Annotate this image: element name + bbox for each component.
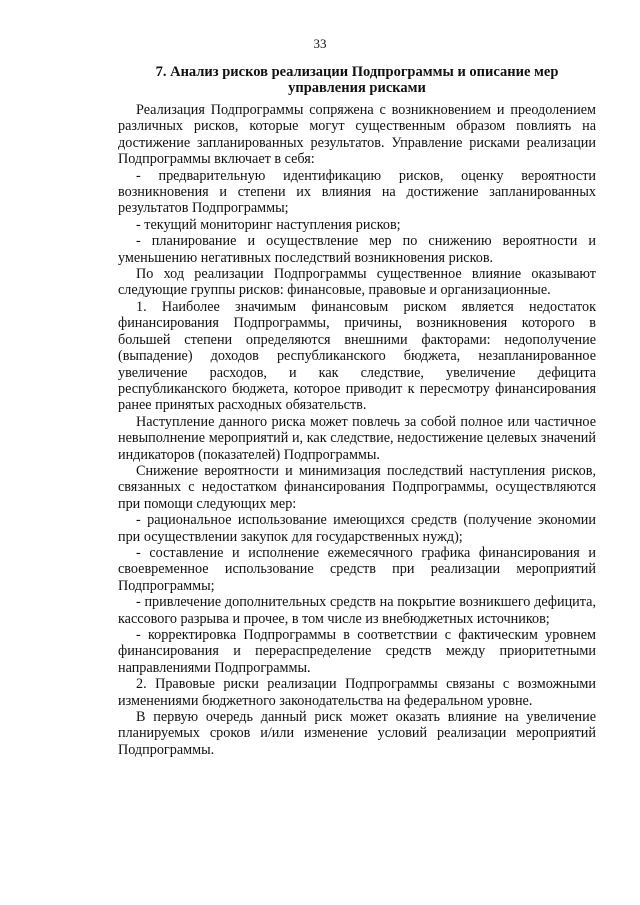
paragraph-financial-risk: 1. Наиболее значимым финансовым риском является недостаток финансирования Подпрограммы, причины, возникновения которого в большей степени определяются внешними факторами: недополучение (выпадение) доходов республиканского бюджета, незапланированное увеличение расходов, и как следствие, увеличение дефицита республиканского бюджета, которое приводит к пересмотру финансирования ранее принятых расходных обязательств. [118, 298, 596, 414]
paragraph-consequences: Наступление данного риска может повлечь за собой полное или частичное невыполнение мероприятий и, как следствие, недостижение целевых значений индикаторов (показателей) Подпрограммы. [118, 413, 596, 463]
paragraph-intro: Реализация Подпрограммы сопряжена с возникновением и преодолением различных рисков, которые могут существенным образом повлиять на достижение запланированных результатов. Управление рисками реализации Подпрограммы включает в себя: [118, 102, 596, 168]
paragraph-risk-groups: По ход реализации Подпрограммы существенное влияние оказывают следующие группы рисков: финансовые, правовые и организационные. [118, 266, 596, 299]
list-item: - корректировка Подпрограммы в соответствии с фактическим уровнем финансирования и перераспределение средств между приоритетными направлениями Подпрограммы. [118, 627, 596, 676]
list-item: - привлечение дополнительных средств на покрытие возникшего дефицита, кассового разрыва и прочее, в том числе из внебюджетных источников; [118, 594, 596, 627]
document-body [118, 64, 596, 758]
list-item: - предварительную идентификацию рисков, оценку вероятности возникновения и степени их влияния на достижение запланированных результатов Подпрограммы; [118, 167, 596, 217]
list-item: - планирование и осуществление мер по снижению вероятности и уменьшению негативных последствий возникновения рисков. [118, 233, 596, 266]
list-item: - текущий мониторинг наступления рисков; [136, 216, 401, 233]
paragraph-mitigation: Снижение вероятности и минимизация последствий наступления рисков, связанных с недостатком финансирования Подпрограммы, осуществляются при помощи следующих мер: [118, 462, 596, 512]
list-item: - составление и исполнение ежемесячного графика финансирования и своевременное использование средств при реализации мероприятий Подпрограммы; [118, 544, 596, 594]
page-number: 33 [313, 36, 327, 51]
list-item: - рациональное использование имеющихся средств (получение экономии при осуществлении закупок для государственных нужд); [118, 512, 596, 545]
paragraph-legal-impact: В первую очередь данный риск может оказать влияние на увеличение планируемых сроков и/или изменение условий реализации мероприятий Подпрограммы. [118, 709, 596, 758]
section-heading: 7. Анализ рисков реализации Подпрограммы и описание мер управления рисками [155, 64, 559, 96]
paragraph-legal-risk: 2. Правовые риски реализации Подпрограммы связаны с возможными изменениями бюджетного законодательства на федеральном уровне. [118, 676, 596, 709]
